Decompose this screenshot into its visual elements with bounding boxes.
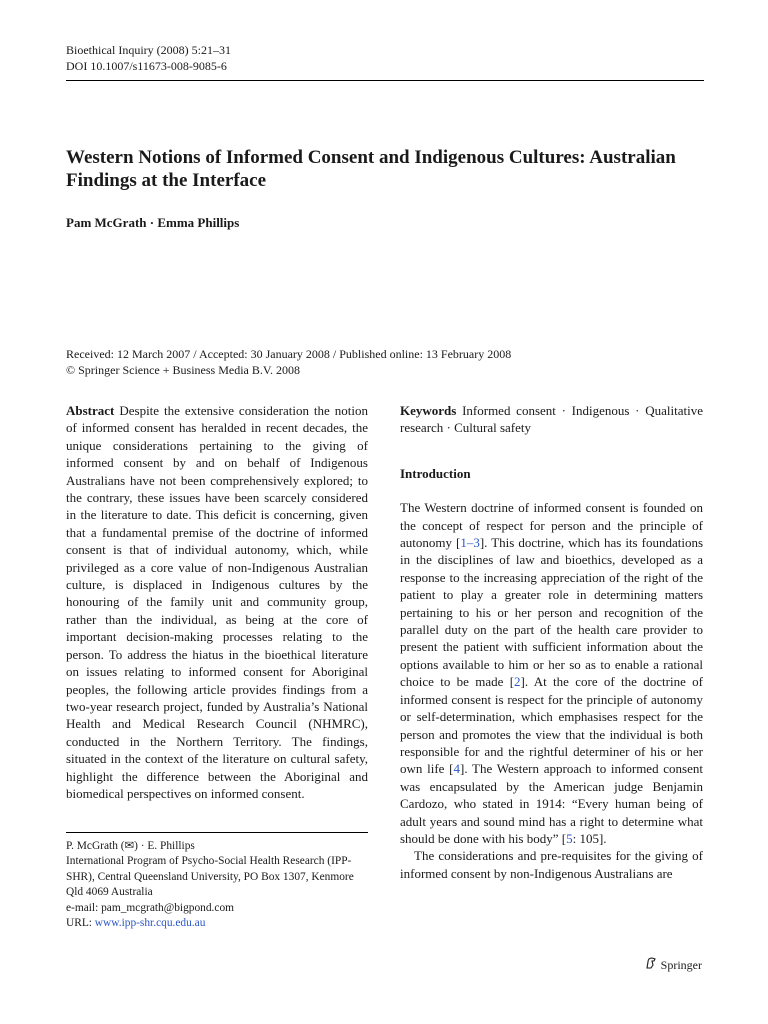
doi: DOI 10.1007/s11673-008-9085-6 (66, 59, 227, 73)
keywords (400, 402, 703, 437)
intro-text-e: : 105]. (572, 830, 607, 846)
affiliation-url-line (66, 916, 368, 931)
publisher-logo (644, 956, 702, 974)
intro-text-a: The Western doctrine of informed consent is founded on the concept of respect for person and the principle of autonomy [ (400, 500, 703, 551)
publication-dates (66, 346, 706, 378)
received-accepted-published: Received: 12 March 2007 / Accepted: 30 January 2008 / Published online: 13 February 2008 (66, 347, 512, 361)
authors: Pam McGrath · Emma Phillips (66, 215, 240, 230)
author-affiliation (66, 832, 368, 931)
abstract-label: Abstract (66, 403, 115, 418)
introduction-heading: Introduction (400, 465, 471, 481)
springer-horse-icon (644, 956, 658, 974)
affiliation-address: International Program of Psycho-Social Health Research (IPP-SHR), Central Queensland University, PO Box 1307, Kenmore Qld 4069 Australia (66, 855, 354, 899)
citation-link-4[interactable]: 5 (566, 830, 573, 846)
affiliation-email: e-mail: pam_mcgrath@bigpond.com (66, 901, 235, 914)
intro-text-b: ]. This doctrine, which has its foundations in the disciplines of law and bioethics, developed as a response to the increasing appreciation of the right of the patient to play a greater role in determining matters pertaining to his or her person and recognition of the parallel duty on the part of the health care provider to present the patient with sufficient information about the options available to him or her so as to enable a rational choice to be made [ (400, 535, 703, 690)
article-title: Western Notions of Informed Consent and Indigenous Cultures: Australian Findings at the Interface (66, 147, 676, 191)
journal-header (66, 42, 704, 81)
journal-citation: Bioethical Inquiry (2008) 5:21–31 (66, 43, 231, 57)
right-column (400, 402, 703, 882)
publisher-name: Springer (660, 957, 702, 972)
citation-link-1[interactable]: 1–3 (460, 535, 480, 551)
abstract (66, 402, 368, 802)
affiliation-url-link[interactable]: www.ipp-shr.cqu.edu.au (94, 917, 206, 930)
citation-link-2[interactable]: 2 (514, 674, 521, 690)
keywords-label: Keywords (400, 403, 457, 418)
introduction-paragraph-2: The considerations and pre-requisites for the giving of informed consent by non-Indigenous Australians are (400, 848, 703, 881)
copyright: © Springer Science + Business Media B.V. 2008 (66, 363, 300, 377)
intro-text-c: ]. At the core of the doctrine of informed consent is respect for the principle of autonomy or self-determination, which emphasises respect for the person and promotes the view that the individual is both responsible for and the rightful determiner of his or her own life [ (400, 674, 703, 777)
url-label: URL: (66, 917, 95, 930)
left-column (66, 402, 368, 802)
citation-link-3[interactable]: 4 (453, 761, 460, 777)
intro-text-d: ]. The Western approach to informed consent was encapsulated by the American judge Benjamin Cardozo, who stated in 1914: “Every human being of adult years and sound mind has a right to determine what should be done with his body” [ (400, 761, 703, 846)
keywords-text: Informed consent · Indigenous · Qualitative research · Cultural safety (400, 403, 703, 436)
abstract-text: Despite the extensive consideration the notion of informed consent has heralded in recent decades, the unique considerations pertaining to the giving of informed consent by and on behalf of Indigenous Australians have not been comprehensively explored; to the contrary, these issues have been scarcely considered in the literature to date. This deficit is concerning, given that a fundamental premise of the doctrine of informed consent is that of individual autonomy, which, while privileged as a core value of non-Indigenous Australian culture, is displaced in Indigenous cultures by the honouring of the family unit and community group, rather than the individual, as being at the core of important decision-making processes relating to the person. To address the hiatus in the bioethical literature on issues relating to informed consent for Aboriginal peoples, the following article provides findings from a two-year research project, funded by Australia’s National Health and Medical Research Council (NHMRC), conducted in the Northern Territory. The findings, situated in the context of the literature on cultural safety, highlight the difference between the Aboriginal and biomedical perspectives on informed consent. (66, 403, 368, 801)
affiliation-authors: P. McGrath (✉) · E. Phillips (66, 840, 195, 852)
introduction-paragraph-1 (400, 499, 703, 847)
